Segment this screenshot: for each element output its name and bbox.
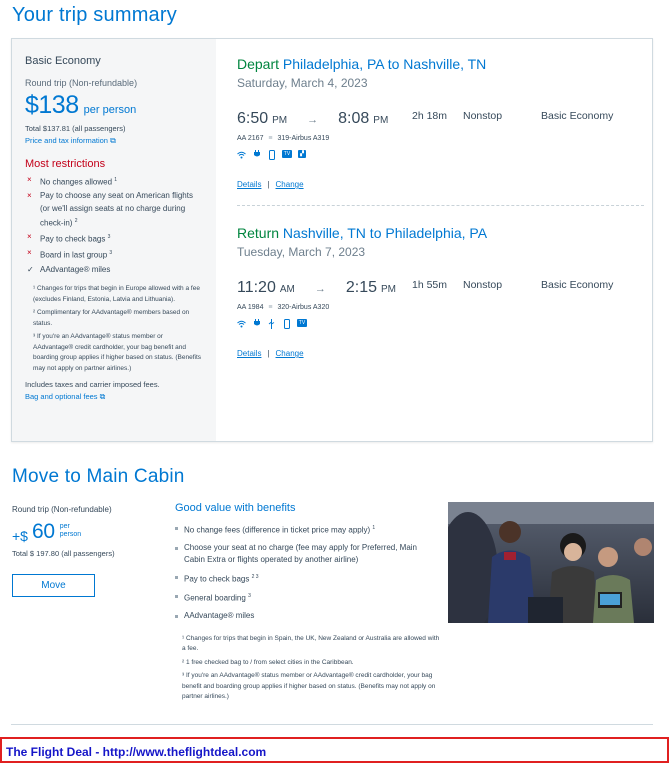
amenity-icons	[237, 150, 637, 159]
restrictions-list	[25, 174, 203, 276]
move-button[interactable]: Move	[12, 574, 95, 597]
section-divider	[11, 724, 653, 725]
phone-icon	[282, 319, 291, 328]
change-link[interactable]: Change	[275, 180, 304, 189]
departure-time: 11:20	[237, 279, 276, 296]
details-link[interactable]: Details	[237, 349, 262, 358]
tv-icon: TV	[283, 151, 291, 157]
restriction-item: × No changes allowed $^1$	[27, 175, 118, 187]
departure-time: 6:50	[237, 110, 269, 127]
cabin: Basic Economy	[541, 110, 614, 122]
footnote: ¹ Changes for trips that begin in Europe allowed with a fee (excludes Finland, Estonia, Latvia and Lithuania).	[33, 285, 200, 303]
page-title: Your trip summary	[12, 4, 177, 26]
x-icon: ×	[27, 191, 32, 201]
external-window-icon: ⧉	[110, 136, 116, 145]
stops: Nonstop	[463, 110, 503, 122]
upgrade-footnotes	[175, 634, 440, 703]
footnote: ² 1 free checked bag to / from select cities in the Caribbean.	[182, 658, 354, 666]
restriction-item: × Pay to choose any seat on American flights (or we'll assign seats at no charge during check-in) $^2$	[27, 191, 193, 228]
flight-info: AA 1984 ≡ 320-Airbus A320	[237, 304, 330, 311]
footnote: ³ If you're an AAdvantage® status member or AAdvantage® credit cardholder, your bag benefit and boarding group applies if higher based on status. (Benefits may not apply on partner airlines.)	[33, 333, 202, 372]
return-segment	[237, 225, 637, 358]
details-link[interactable]: Details	[237, 180, 262, 189]
flight-deal-banner	[0, 737, 669, 763]
footnote: ¹ Changes for trips that begin in Spain, the UK, New Zealand or Australia are allowed with a fee.	[182, 634, 440, 653]
duration: 1h 55m	[412, 279, 448, 291]
arrow-right-icon: →	[314, 283, 326, 295]
phone-icon	[267, 150, 276, 159]
wifi-icon	[237, 150, 246, 159]
duration: 2h 18m	[412, 110, 448, 122]
cabin: Basic Economy	[541, 279, 614, 291]
banner-text: The Flight Deal - http://www.theflightdeal.com	[6, 745, 267, 759]
segment-title: Depart Philadelphia, PA to Nashville, TN	[237, 56, 487, 72]
price-tax-info-link[interactable]: Price and tax information ⧉	[25, 136, 116, 145]
fare-footnotes	[25, 284, 203, 374]
wifi-icon	[237, 319, 246, 328]
amenity-icons	[237, 319, 637, 328]
change-link[interactable]: Change	[275, 349, 304, 358]
fare-price: $138	[25, 91, 79, 119]
trip-type: Round trip (Non-refundable)	[25, 78, 138, 88]
price-row	[25, 91, 203, 120]
upgrade-price: +$ 60 per person	[12, 520, 82, 544]
arrow-right-icon: →	[307, 114, 319, 126]
per-person-label: per person	[83, 104, 137, 116]
footnote: ³ If you're an AAdvantage® status member or AAdvantage® credit cardholder, your bag benefit and boarding group applies if higher based on status. (Benefits may not apply on partner airlines.)	[182, 672, 436, 701]
segment-title: Return Nashville, TN to Philadelphia, PA	[237, 225, 488, 241]
segment-date: Tuesday, March 7, 2023	[237, 245, 366, 259]
fare-name: Basic Economy	[25, 55, 101, 67]
segment-links: Details | Change	[237, 349, 304, 358]
restriction-item: ✓ AAdvantage® miles	[25, 264, 203, 277]
upgrade-total: Total $ 197.80 (all passengers)	[12, 549, 115, 558]
upgrade-title: Move to Main Cabin	[12, 466, 185, 487]
restrictions-title: Most restrictions	[25, 158, 106, 170]
benefits-title: Good value with benefits	[175, 502, 296, 514]
segment-date: Saturday, March 4, 2023	[237, 76, 368, 90]
arrival-time: 8:08	[338, 110, 370, 127]
bag-fees-link[interactable]: Bag and optional fees ⧉	[25, 392, 106, 402]
upgrade-trip-type: Round trip (Non-refundable)	[12, 505, 112, 514]
power-icon	[252, 150, 261, 159]
x-icon: ×	[27, 175, 32, 184]
restriction-item: × Pay to check bags $^3$	[27, 232, 111, 244]
benefit-item: No change fees (difference in ticket price may apply) $^1$	[175, 522, 440, 537]
power-icon	[252, 319, 261, 328]
segment-times: 11:20 AM → 2:15 PM 1h 55m Nonstop Basic Economy	[237, 279, 614, 296]
benefits-list	[175, 522, 440, 622]
benefit-item: AAdvantage® miles	[175, 610, 440, 622]
usb-icon	[267, 319, 276, 328]
fare-total: Total $137.81 (all passengers)	[25, 124, 126, 133]
tv-icon: TV	[298, 320, 306, 326]
segment-links: Details | Change	[237, 180, 304, 189]
x-icon: ×	[27, 248, 32, 258]
external-window-icon: ⧉	[99, 392, 106, 402]
upgrade-price-block	[12, 505, 162, 558]
depart-segment	[237, 56, 637, 189]
segment-times: 6:50 PM → 8:08 PM 2h 18m Nonstop Basic Economy	[237, 110, 614, 127]
upgrade-benefits	[175, 502, 440, 706]
fare-summary-panel	[12, 39, 216, 441]
stops: Nonstop	[463, 279, 503, 291]
taxes-note: Includes taxes and carrier imposed fees.	[25, 380, 160, 390]
segment-divider	[237, 205, 644, 206]
footnote: ² Complimentary for AAdvantage® members based on status.	[33, 309, 190, 327]
trip-summary-card	[11, 38, 653, 442]
benefit-item: Choose your seat at no charge (fee may apply for Preferred, Main Cabin Extra or flights operated by another airline)	[175, 542, 440, 566]
seat-icon: ▞	[298, 150, 306, 158]
restriction-item: × Board in last group $^3$	[27, 248, 113, 261]
arrival-time: 2:15	[345, 279, 377, 296]
x-icon: ×	[27, 232, 32, 242]
flight-info: AA 2167 ≡ 319-Airbus A319	[237, 135, 330, 142]
benefit-item: Pay to check bags $^{2 3}$	[175, 571, 440, 586]
check-icon: ✓	[27, 264, 34, 274]
main-cabin-photo	[448, 502, 654, 623]
benefit-item: General boarding $^3$	[175, 590, 440, 605]
